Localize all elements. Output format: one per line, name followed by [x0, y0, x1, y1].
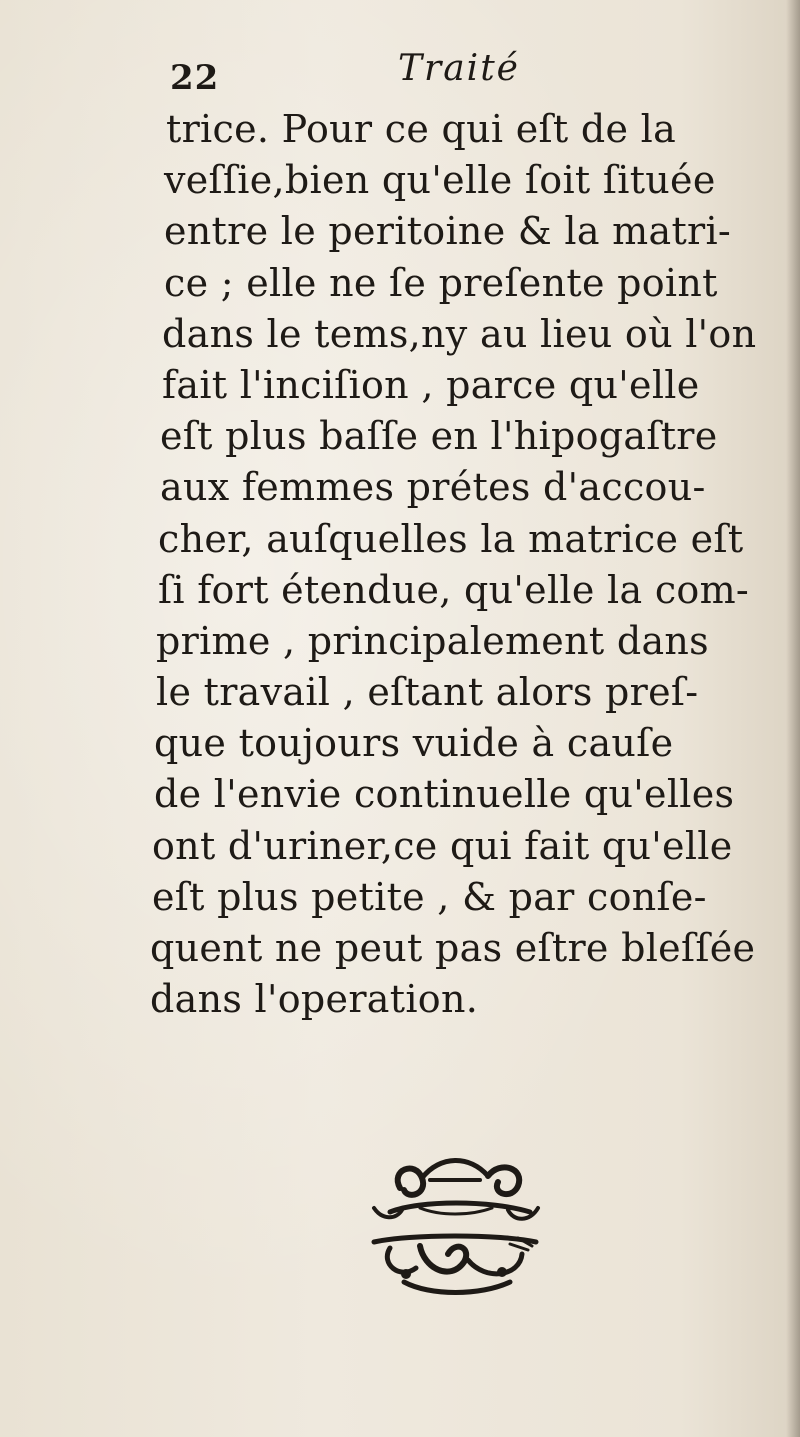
body-text	[150, 104, 772, 1025]
text-line: eſt plus baſſe en l'hipogaſtre	[160, 414, 718, 459]
text-line: prime , principalement dans	[156, 618, 709, 663]
text-line: entre le peritoine & la matri-	[164, 209, 732, 254]
text-line: fait l'inciſion , parce qu'elle	[162, 362, 700, 407]
text-line: veſſie,bien qu'elle ſoit ſituée	[164, 158, 716, 203]
text-line: ſi fort étendue, qu'elle la com-	[158, 567, 750, 612]
text-line: dans le tems,ny au lieu où l'on	[162, 311, 757, 356]
text-line: aux femmes prétes d'accou-	[160, 465, 706, 510]
text-line: quent ne peut pas eſtre bleſſée	[150, 926, 756, 970]
text-line: trice. Pour ce qui eſt de la	[166, 107, 677, 151]
page-edge-shadow	[786, 0, 800, 1437]
page-number: 22	[170, 58, 220, 98]
text-line: le travail , eſtant alors preſ-	[156, 670, 699, 715]
text-line: cher, auſquelles la matrice eſt	[158, 516, 744, 561]
text-line: dans l'operation.	[150, 977, 479, 1022]
running-head: Traité	[398, 48, 520, 89]
fleuron-ornament-icon	[360, 1150, 550, 1310]
text-line: ont d'uriner,ce qui fait qu'elle	[152, 823, 733, 868]
text-line: eſt plus petite , & par conſe-	[152, 874, 707, 919]
text-line: que toujours vuide à cauſe	[154, 721, 674, 766]
text-line: de l'envie continuelle qu'elles	[154, 772, 735, 817]
text-line: ce ; elle ne ſe preſente point	[164, 260, 718, 305]
